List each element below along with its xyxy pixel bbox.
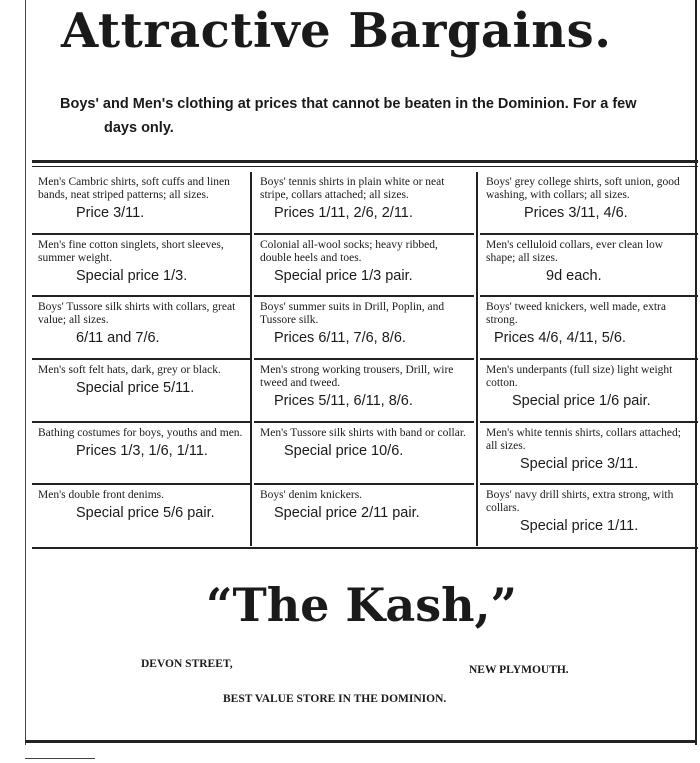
item-description: Men's Cambric shirts, soft cuffs and linen bands, neat striped patterns; all sizes. (38, 176, 230, 201)
item-description: Men's underpants (full size) light weight cotton. (486, 364, 673, 390)
bargain-item (32, 360, 250, 423)
item-price: Prices 4/6, 4/11, 5/6. (494, 330, 626, 347)
bargain-item (480, 297, 698, 360)
bargain-item (254, 297, 474, 360)
item-description: Men's fine cotton singlets, short sleeves, summer weight. (38, 238, 224, 264)
item-description: Boys' tennis shirts in plain white or neat stripe, collars attached; all sizes. (260, 176, 445, 201)
item-price: Prices 1/3, 1/6, 1/11. (76, 442, 208, 459)
item-price: Prices 6/11, 7/6, 8/6. (274, 330, 406, 347)
bargain-item (32, 485, 250, 546)
store-tagline: BEST VALUE STORE IN THE DOMINION. (223, 693, 447, 705)
column-left (32, 172, 250, 546)
item-description: Bathing costumes for boys, youths and men. (38, 426, 243, 439)
item-price: Special price 1/3. (76, 267, 188, 284)
address-town: NEW PLYMOUTH. (469, 664, 569, 676)
item-price: 9d each. (546, 267, 602, 284)
intro-text (60, 92, 690, 140)
edge-mark (25, 758, 95, 759)
top-rule-thin (32, 166, 698, 167)
item-description: Men's white tennis shirts, collars attached; all sizes. (486, 426, 681, 452)
item-description: Men's double front denims. (38, 489, 165, 502)
item-price: Special price 5/11. (76, 380, 195, 397)
bargain-item (32, 172, 250, 235)
item-price: 6/11 and 7/6. (76, 330, 160, 347)
item-price: Special price 3/11. (520, 455, 639, 472)
bargain-item (32, 235, 250, 298)
item-description: Boys' navy drill shirts, extra strong, with collars. (486, 489, 674, 515)
bargain-item (254, 172, 474, 235)
item-price: Special price 10/6. (284, 442, 404, 459)
item-description: Boys' denim knickers. (260, 489, 363, 502)
item-price: Special price 1/3 pair. (274, 267, 413, 284)
item-description: Boys' Tussore silk shirts with collars, great value; all sizes. (38, 301, 236, 327)
bargain-item (254, 360, 474, 423)
top-rule (32, 160, 698, 163)
intro-line-1: Boys' and Men's clothing at prices that cannot be beaten in the Dominion. For a few (60, 96, 637, 112)
bottom-rule (32, 547, 698, 549)
bargain-item (480, 360, 698, 423)
item-price: Prices 5/11, 6/11, 8/6. (274, 393, 413, 410)
column-divider (250, 172, 252, 546)
item-price: Special price 2/11 pair. (274, 505, 420, 522)
bargain-item (32, 297, 250, 360)
item-price: Special price 5/6 pair. (76, 505, 215, 522)
item-description: Colonial all-wool socks; heavy ribbed, double heels and toes. (260, 238, 438, 264)
item-description: Men's soft felt hats, dark, grey or black. (38, 364, 221, 377)
column-right (480, 172, 698, 546)
item-description: Boys' summer suits in Drill, Poplin, and Tussore silk. (260, 301, 445, 327)
bargain-item (480, 423, 698, 486)
bargain-item (480, 235, 698, 298)
item-price: Special price 1/11. (520, 518, 639, 535)
bargain-item (480, 172, 698, 235)
headline: Attractive Bargains. (61, 3, 612, 59)
page-bottom-rule (25, 740, 697, 743)
item-price: Price 3/11. (76, 205, 145, 221)
column-middle (254, 172, 474, 546)
item-price: Special price 1/6 pair. (512, 393, 651, 410)
intro-line-2: days only. (104, 120, 174, 136)
item-description: Boys' tweed knickers, well made, extra strong. (486, 301, 666, 327)
item-price: Prices 3/11, 4/6. (524, 205, 628, 221)
bargain-item (480, 485, 698, 546)
column-divider (476, 172, 478, 546)
store-name: “The Kash,” (206, 578, 518, 632)
item-price: Prices 1/11, 2/6, 2/11. (274, 205, 413, 221)
bargain-item (254, 423, 474, 486)
advertisement (25, 0, 697, 745)
bargain-item (254, 485, 474, 546)
bargain-item (32, 423, 250, 486)
item-description: Men's celluloid collars, ever clean low shape; all sizes. (486, 238, 664, 264)
bargain-item (254, 235, 474, 298)
bargain-grid (32, 172, 698, 546)
address-street: DEVON STREET, (141, 658, 233, 670)
item-description: Men's strong working trousers, Drill, wire tweed and tweed. (260, 364, 454, 390)
item-description: Boys' grey college shirts, soft union, good washing, with collars; all sizes. (486, 176, 680, 201)
item-description: Men's Tussore silk shirts with band or collar. (260, 426, 466, 439)
